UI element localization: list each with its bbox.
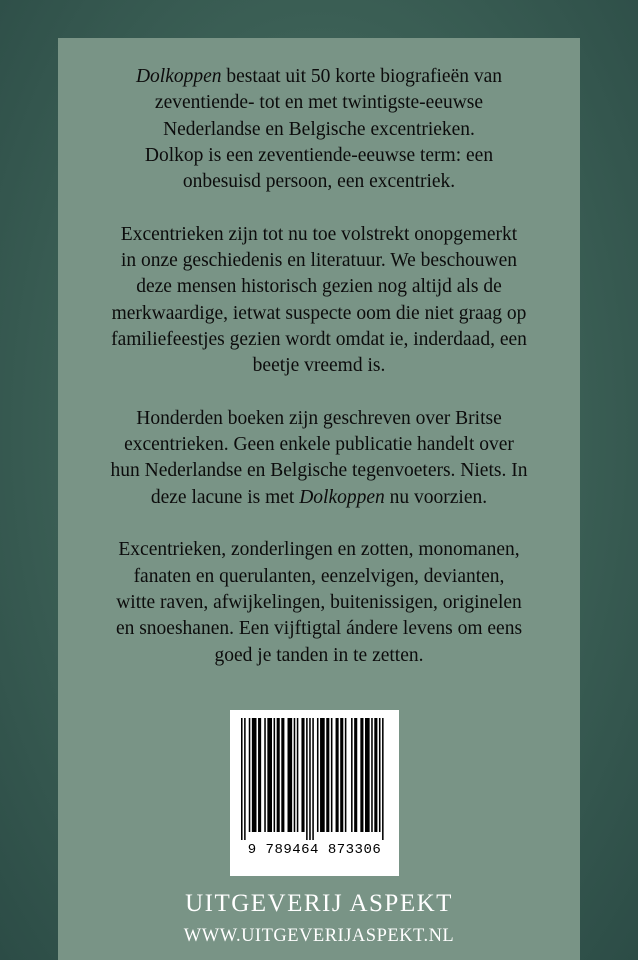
blurb-line: excentrieken. Geen enkele publicatie handelt over [124,434,514,456]
barcode-bar [258,718,261,832]
barcode-bars [239,718,390,840]
text-panel [58,38,580,960]
blurb-paragraph-2 [58,222,580,380]
blurb-line: en snoeshanen. Een vijftigtal ándere levens om eens [115,618,523,640]
barcode-bar [336,718,339,832]
barcode-bar [317,718,319,832]
blurb-line: Excentrieken zijn tot nu toe volstrekt onopgemerkt [120,223,518,245]
barcode-bar [277,718,280,832]
barcode-bar [345,718,347,832]
blurb-line-text: nu voorzien. [384,486,488,508]
blurb-line-text: deze lacune is met [150,486,300,508]
barcode-bar [331,718,333,832]
isbn-number: 9 789464 873306 [247,842,382,858]
barcode-bar [340,718,343,832]
blurb-line: zeventiende- tot en met twintigste-eeuwse [154,92,484,114]
barcode-bar [360,718,363,832]
blurb-line: merkwaardige, ietwat suspecte oom die niet graag op [111,302,527,324]
book-title-italic: Dolkoppen [135,66,222,87]
barcode-bar [297,718,299,832]
barcode-bar [249,718,251,832]
blurb-paragraph-3 [58,406,580,511]
blurb-line: beetje vreemd is. [252,355,386,377]
barcode-bar [301,718,304,832]
barcode-bar [241,718,243,840]
barcode-bar [294,718,296,832]
blurb-line: onbesuisd persoon, een excentriek. [182,171,456,193]
barcode-bar [365,718,370,832]
barcode-bar [309,718,311,840]
blurb-line: fanaten en querulanten, eenzelvigen, devianten, [133,565,505,587]
barcode-bar [382,718,384,840]
blurb-line: witte raven, afwijkelingen, buitenissigen, originelen [116,591,522,613]
publisher-name: UITGEVERIJ ASPEKT [185,890,453,917]
barcode-bar [374,718,377,832]
blurb-text [58,64,580,695]
barcode-bar [320,718,325,832]
blurb-paragraph-1 [58,64,580,195]
barcode-bar [312,718,314,840]
barcode-bar [306,718,308,840]
blurb-paragraph-4 [58,537,580,668]
barcode-bar [281,718,284,832]
blurb-line [58,64,580,90]
blurb-line: Dolkop is een zeventiende-eeuwse term: een [144,144,494,166]
blurb-line: in onze geschiedenis en literatuur. We beschouwen [120,250,518,272]
blurb-line: Honderden boeken zijn geschreven over Britse [136,407,502,429]
barcode-bar [244,718,246,840]
barcode-bar [379,718,381,832]
barcode-bar [371,718,373,832]
barcode-bar [351,718,353,832]
blurb-line-text: bestaat uit 50 korte biografieën van [221,66,503,87]
barcode-bar [252,718,257,832]
blurb-line: Excentrieken, zonderlingen en zotten, monomanen, [118,539,520,561]
blurb-line: familiefeestjes gezien wordt omdat ie, inderdaad, een [111,328,527,350]
barcode-bar [326,718,329,832]
blurb-line: goed je tanden in te zetten. [214,644,424,666]
isbn-barcode [230,710,399,876]
blurb-line: deze mensen historisch gezien nog altijd als de [136,276,502,298]
book-title-italic: Dolkoppen [299,486,385,508]
barcode-bar [354,718,357,832]
blurb-line: hun Nederlandse en Belgische tegenvoeters. Niets. In [110,460,528,482]
barcode-bar [288,718,293,832]
barcode-bar [267,718,272,832]
barcode-bar [264,718,266,832]
publisher-website: WWW.UITGEVERIJASPEKT.NL [183,926,455,946]
barcode-bar [274,718,276,832]
blurb-line: Nederlandse en Belgische excentrieken. [163,118,475,140]
blurb-line [58,485,580,511]
